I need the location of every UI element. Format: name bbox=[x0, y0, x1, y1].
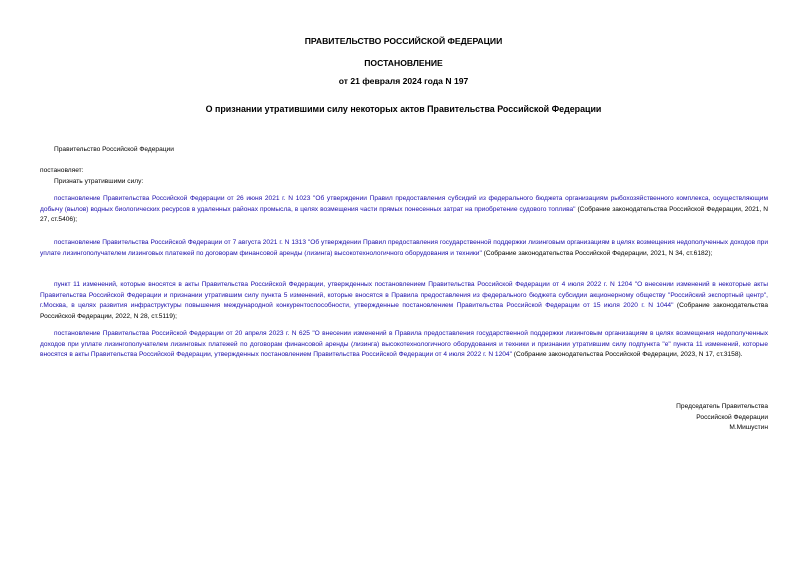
issuing-authority: ПРАВИТЕЛЬСТВО РОССИЙСКОЙ ФЕДЕРАЦИИ bbox=[304, 36, 503, 46]
intro-government: Правительство Российской Федерации bbox=[54, 146, 174, 153]
document-date-number: от 21 февраля 2024 года N 197 bbox=[338, 76, 469, 86]
signature-name: М.Мишустин bbox=[729, 424, 768, 431]
repealed-item-1-source: (Собрание законодательства Российской Федерации, 2021, N 27, ст.5406); bbox=[40, 205, 768, 224]
repealed-item-2 bbox=[40, 238, 768, 259]
repealed-item-3-link[interactable]: пункт 11 изменений, которые вносятся в акты Правительства Российской Федерации, утвержденных постановлением Правительства Российской Федерации от 4 июля 2022 г. N 1204 "О внесении изменений в некоторые акты Правительства Российской Федерации и признании утратившим силу пункта 5 изменений, которые вносятся в Правила предоставления из федерального бюджета субсидии акционерному обществу "Российский экспортный центр", г.Москва, в целях развития инфраструктуры повышения международной конкурентоспособности, утвержденные постановлением Правительства Российской Федерации от 15 июля 2020 г. N 1044" bbox=[40, 281, 768, 310]
intro-decides: постановляет: bbox=[40, 167, 84, 174]
intro-recognize: Признать утратившими силу: bbox=[54, 178, 144, 185]
signature-organization: Российской Федерации bbox=[696, 413, 768, 421]
repealed-item-2-source: (Собрание законодательства Российской Федерации, 2021, N 34, ст.6182); bbox=[481, 249, 713, 257]
repealed-item-4 bbox=[40, 329, 768, 361]
repealed-item-4-link[interactable]: постановление Правительства Российской Федерации от 20 апреля 2023 г. N 625 "О внесении изменений в Правила предоставления государственной поддержки лизинговым организациям в целях возмещения недополученных доходов при уплате лизингополучателем лизинговых платежей по договорам финансовой аренды (лизинга) высокотехнологичного оборудования и техники и признании утратившим силу подпункта "е" пункта 11 изменений, которые вносятся в акты Правительства Российской Федерации, утвержденных постановлением Правительства Российской Федерации от 4 июля 2022 г. N 1204" bbox=[40, 330, 768, 359]
signature-position: Председатель Правительства bbox=[676, 403, 768, 410]
repealed-item-3-source: (Собрание законодательства Российской Федерации, 2022, N 28, ст.5119); bbox=[40, 302, 768, 320]
repealed-item-2-link[interactable]: постановление Правительства Российской Федерации от 7 августа 2021 г. N 1313 "Об утверждении Правил предоставления государственной поддержки лизинговым организациям в целях возмещения недополученных доходов при уплате лизингополучателем лизинговых платежей по договорам финансовой аренды (лизинга) высокотехнологичного оборудования и техники" bbox=[40, 239, 768, 257]
signature-block bbox=[676, 402, 768, 434]
repealed-item-1 bbox=[40, 194, 768, 226]
document-type: ПОСТАНОВЛЕНИЕ bbox=[364, 58, 443, 68]
repealed-item-4-source: (Собрание законодательства Российской Федерации, 2023, N 17, ст.3158). bbox=[511, 351, 743, 359]
repealed-item-3 bbox=[40, 280, 768, 322]
repealed-item-1-link[interactable]: постановление Правительства Российской Федерации от 26 июня 2021 г. N 1023 "Об утверждении Правил предоставления субсидий из федерального бюджета организациям рыбохозяйственного комплекса, осуществляющим добычу (вылов) водных биологических ресурсов в удаленных районах промысла, в целях возмещения части прямых понесенных затрат на приобретение судового топлива" bbox=[40, 195, 768, 213]
document-title: О признании утратившими силу некоторых актов Правительства Российской Федерации bbox=[205, 104, 602, 114]
